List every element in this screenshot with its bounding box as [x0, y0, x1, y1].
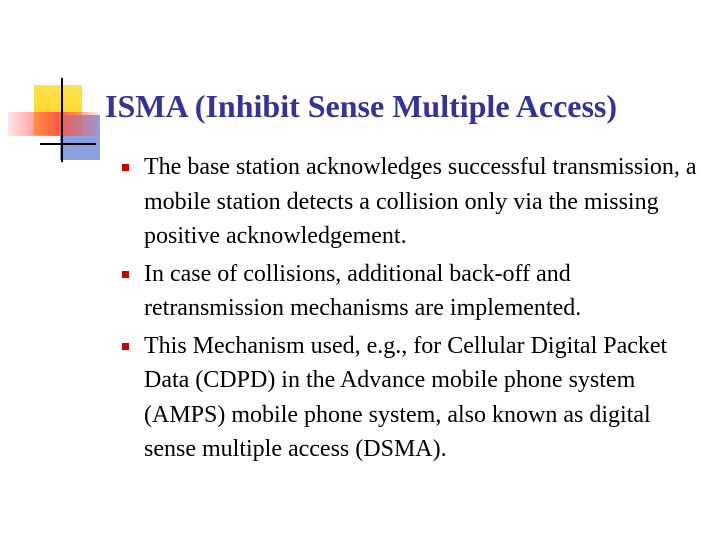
corner-decoration-graphic: [0, 0, 110, 170]
bullet-list: [122, 150, 702, 470]
bullet-item: [122, 329, 702, 467]
bullet-text: In case of collisions, additional back-off and retransmission mechanisms are implemented.: [144, 260, 582, 321]
decoration-red-bar: [8, 112, 98, 136]
square-bullet-icon: [122, 343, 129, 350]
bullet-item: [122, 150, 702, 254]
bullet-text: This Mechanism used, e.g., for Cellular Digital Packet Data (CDPD) in the Advance mobile phone system (AMPS) mobile phone system, also known as digital sense multiple access (DSMA).: [144, 332, 668, 462]
square-bullet-icon: [122, 164, 129, 171]
bullet-text: The base station acknowledges successful transmission, a mobile station detects a collision only via the missing positive acknowledgement.: [144, 154, 697, 249]
square-bullet-icon: [122, 271, 129, 278]
slide-title: ISMA (Inhibit Sense Multiple Access): [105, 88, 618, 124]
bullet-item: [122, 257, 702, 326]
